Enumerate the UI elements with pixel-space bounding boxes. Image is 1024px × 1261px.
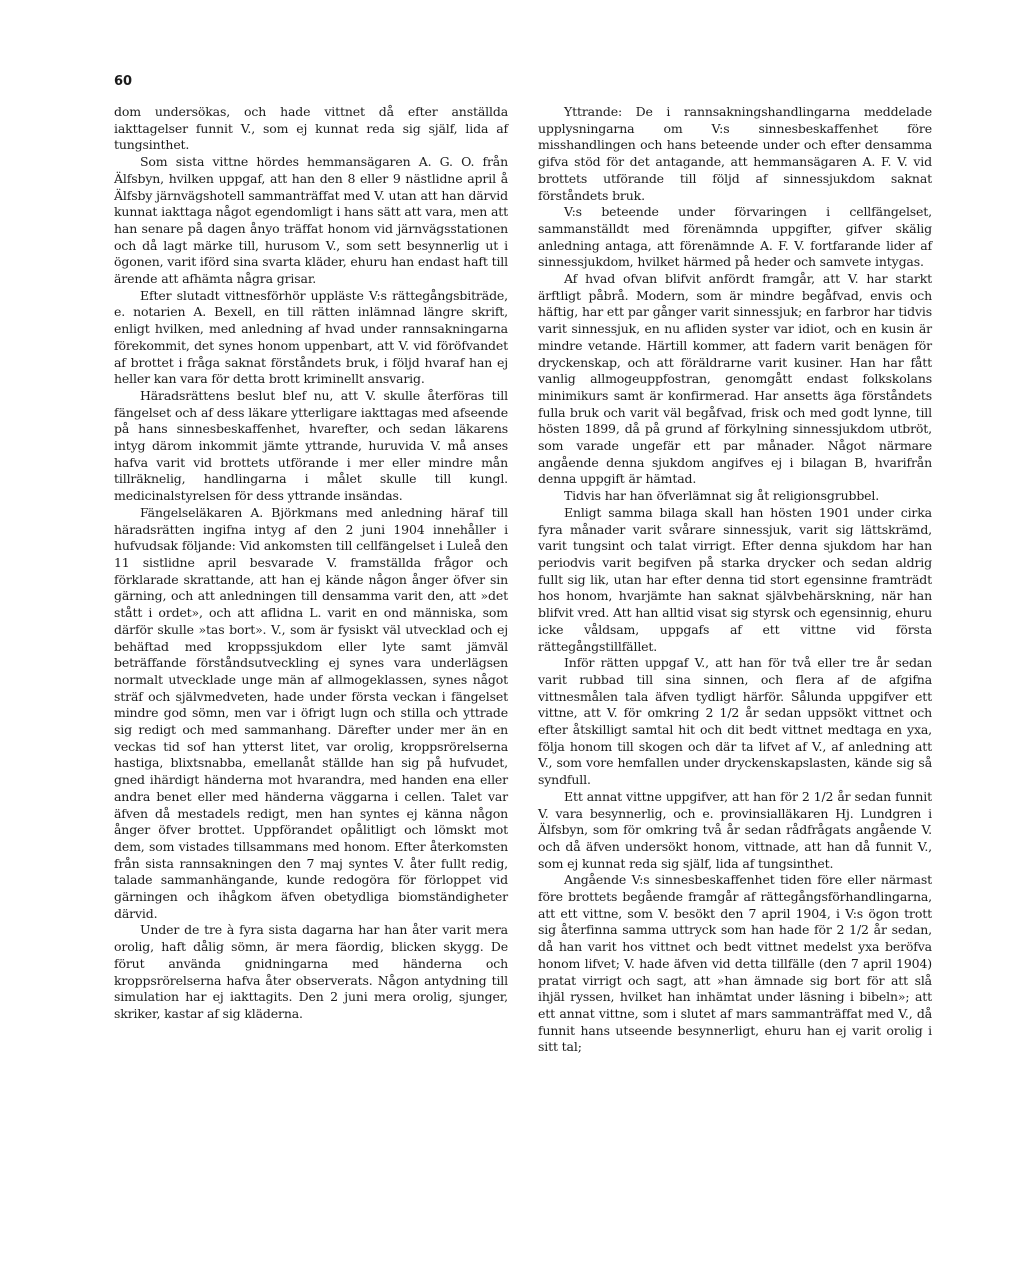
paragraph: Angående V:s sinnesbeskaffenhet tiden före eller närmast före brottets begående framgår af rättegångsförhandlingarna, att ett vittne, som V. besökt den 7 april 1904, i V:s ögon trott sig återfinna samma uttryck som han hade för 2 1/2 år sedan, då han varit hos vittnet och bedt vittnet medelst yxa beröfva honom lifvet; V. hade äfven vid detta tillfälle (den 7 april 1904) pratat virrigt och sagt, att »han ämnade sig bort för att slå ihjäl ryssen, hvilket han inhämtat under läsning i bibeln»; att ett annat vittne, som i slutet af mars sammanträffat med V., då funnit hans utseende besynnerligt, ehuru han ej varit orolig i sitt tal; bbox=[538, 872, 932, 1055]
paragraph: Inför rätten uppgaf V., att han för två eller tre år sedan varit rubbad till sina sinnen, och flera af de afgifna vittnesmålen tala äfven tydligt härför. Sålunda uppgifver ett vittne, att V. för omkring 2 1/2 år sedan uppsökt vittnet och efter åtskilligt samtal hit och dit bedt vittnet medtaga en yxa, följa honom till skogen och där ta lifvet af V., af anledning att V., som vore hemfallen under dryckenskapslasten, kände sig så syndfull. bbox=[538, 655, 932, 788]
paragraph: Under de tre à fyra sista dagarna har han åter varit mera orolig, haft dålig sömn, är mera fäordig, blicken skygg. De förut använda gnidningarna med händerna och kroppsrörelserna hafva åter observerats. Någon antydning till simulation har ej iakttagits. Den 2 juni mera orolig, sjunger, skriker, kastar af sig kläderna. bbox=[114, 922, 508, 1021]
paragraph: Ett annat vittne uppgifver, att han för 2 1/2 år sedan funnit V. vara besynnerlig, och e. provinsialläkaren Hj. Lundgren i Älfsbyn, som för omkring två år sedan rådfrågats angående V. och då äfven undersökt honom, vittnade, att han då funnit V., som ej kunnat reda sig själf, lida af tungsinthet. bbox=[538, 788, 932, 871]
paragraph: Af hvad ofvan blifvit anfördt framgår, att V. har starkt ärftligt påbrå. Modern, som är mindre begåfvad, envis och häftig, har ett par gånger varit sinnessjuk; en farbror har tidvis varit sinnessjuk, en nu afliden syster var idiot, och en kusin är mindre vetande. Härtill kommer, att fadern varit benägen för dryckenskap, och att föräldrarne varit kusiner. Han har fått vanlig allmogeuppfostran, genomgått endast folkskolans minimikurs samt är konfirmerad. Har ansetts äga förståndets fulla bruk och varit väl begåfvad, frisk och med godt lynne, till hösten 1899, då på grund af förkylning sinnessjukdom utbröt, som varade ungefär ett par månader. Något närmare angående denna sjukdom angifves ej i bilagan B, hvarifrån denna uppgift är hämtad. bbox=[538, 271, 932, 487]
paragraph: Som sista vittne hördes hemmansägaren A. G. O. från Älfsbyn, hvilken uppgaf, att han den 8 eller 9 nästlidne april å Älfsby järnvägshotell sammanträffat med V. utan att han därvid kunnat iakttaga något egendomligt i hans sätt att vara, men att han senare på dagen ånyo träffat honom vid järnvägsstationen och då lagt märke till, hurusom V., som sett besynnerlig ut i ögonen, varit iförd sina svarta kläder, ehuru han endast haft till ärende att afhämta några grisar. bbox=[114, 154, 508, 287]
paragraph: V:s beteende under förvaringen i cellfängelset, sammanställdt med förenämnda uppgifter, gifver skälig anledning antaga, att förenämnde A. F. V. fortfarande lider af sinnessjukdom, hvilket härmed på heder och samvete intygas. bbox=[538, 204, 932, 270]
paragraph: Yttrande: De i rannsakningshandlingarna meddelade upplysningarna om V:s sinnesbeskaffenhet före misshandlingen och hans beteende under och efter densamma gifva stöd för det antagande, att hemmansägaren A. F. V. vid brottets utförande till följd af sinnessjukdom saknat förståndets bruk. bbox=[538, 104, 932, 203]
paragraph: dom undersökas, och hade vittnet då efter anställda iakttagelser funnit V., som ej kunnat reda sig själf, lida af tungsinthet. bbox=[114, 104, 508, 153]
right-column bbox=[538, 104, 932, 1056]
paragraph: Enligt samma bilaga skall han hösten 1901 under cirka fyra månader varit svårare sinnessjuk, varit sig lättskrämd, varit tungsint och talat virrigt. Efter denna sjukdom har han periodvis varit begifven på starka drycker och sedan aldrig fullt sig lik, utan har efter denna tid stort egensinne framträdt hos honom, hvarjämte han saknat självbehärskning, när han blifvit vred. Att han alltid visat sig styrsk och egensinnig, ehuru icke våldsam, uppgafs af ett vittne vid första rättegångstillfället. bbox=[538, 504, 932, 654]
left-column bbox=[114, 104, 508, 1023]
paragraph: Fängelseläkaren A. Björkmans med anledning häraf till häradsrätten ingifna intyg af den 2 juni 1904 innehåller i hufvudsak följande: Vid ankomsten till cellfängelset i Luleå den 11 sistlidne april besvarade V. framställda frågor och förklarade skrattande, att han ej kände någon ånger öfver sin gärning, och att anledningen till densamma varit den, att »det stått i ordet», och att aflidna L. varit en ond människa, som därför skulle »tas bort». V., som är fysiskt väl utvecklad och ej behäftad med kroppssjukdom eller lyte samt jämväl beträffande förståndsutveckling ej synes vara underlägsen normalt utvecklade unge män af allmogeklassen, synes något sträf och självmedveten, hade under första veckan i fängelset mindre god sömn, men var i öfrigt lugn och stilla och yttrade sig redigt och med sammanhang. Därefter under mer än en veckas tid sof han ytterst litet, var orolig, kroppsrörelserna hastiga, blixtsnabba, emellanåt ställde han sig på hufvudet, gned ihärdigt händerna mot hvarandra, med handen ena eller andra benet eller med händerna väggarna i cellen. Talet var äfven då mestadels redigt, men han syntes ej känna någon ånger öfver brottet. Uppförandet opålitligt och lömskt mot dem, som vistades tillsammans med honom. Efter återkomsten från sista rannsakningen den 7 maj syntes V. åter fullt redig, talade sammanhängande, kunde redogöra för förloppet vid gärningen och ihågkom äfven obetydliga biomständigheter därvid. bbox=[114, 504, 508, 921]
page-number: 60 bbox=[114, 74, 133, 89]
paragraph: Häradsrättens beslut blef nu, att V. skulle återföras till fängelset och af dess läkare ytterligare iakttagas med afseende på hans sinnesbeskaffenhet, hvarefter, och sedan läkarens intyg därom inkommit jämte yttrande, huruvida V. må anses hafva varit vid brottets utförande i mer eller mindre mån tillräknelig, handlingarna i målet skulle till kungl. medicinalstyrelsen för dess yttrande insändas. bbox=[114, 387, 508, 504]
paragraph: Tidvis har han öfverlämnat sig åt religionsgrubbel. bbox=[564, 488, 880, 504]
paragraph: Efter slutadt vittnesförhör uppläste V:s rättegångsbiträde, e. notarien A. Bexell, en till rätten inlämnad längre skrift, enligt hvilken, med anledning af hvad under rannsakningarna förekommit, det synes honom uppenbart, att V. vid föröfvandet af brottet i fråga saknat förståndets bruk, i följd hvaraf han ej heller kan vara för detta brott kriminellt ansvarig. bbox=[114, 287, 508, 387]
